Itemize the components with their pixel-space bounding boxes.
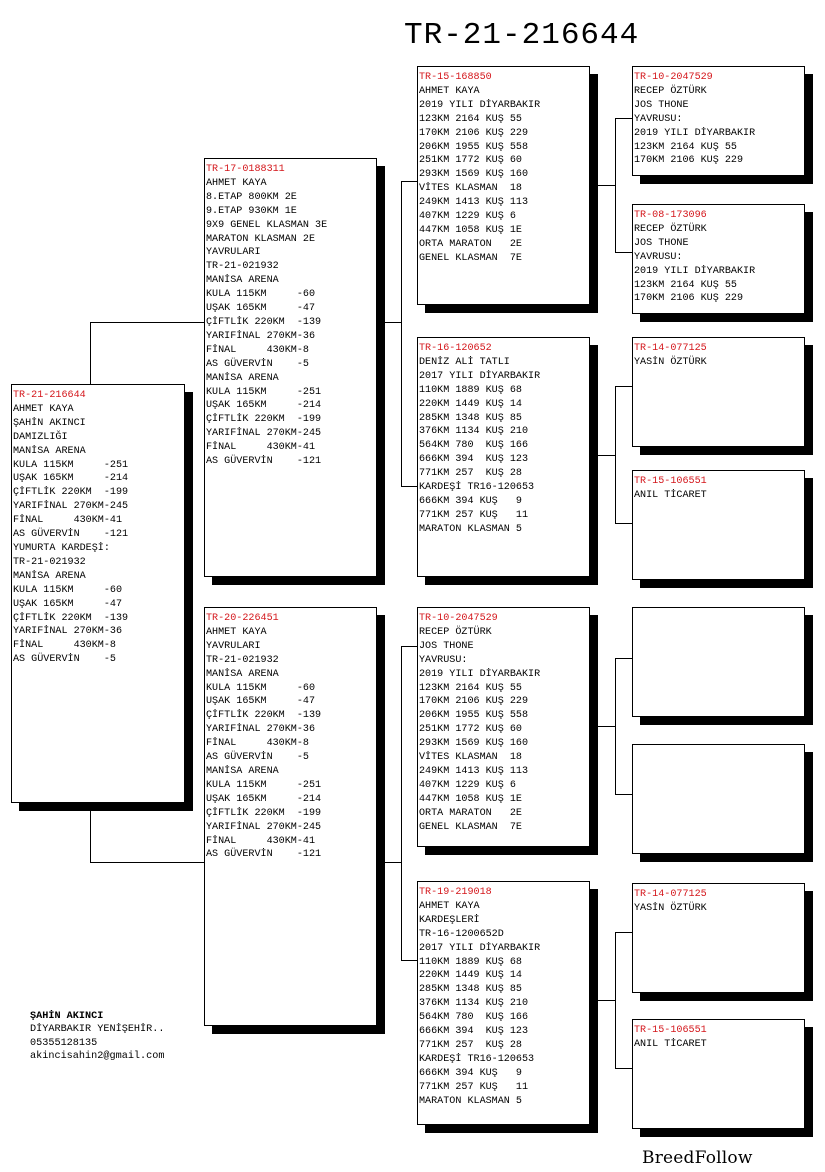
pigeon-details [634,902,804,916]
detail-line: 376KM 1134 KUŞ 210 [419,998,529,1010]
detail-line: 9X9 GENEL KLASMAN 3E [206,219,328,231]
detail-line: FİNAL 430KM-8 [206,738,309,750]
connector-line [401,646,402,961]
detail-line: 9.ETAP 930KM 1E [206,205,297,217]
detail-line: MANİSA ARENA [206,765,279,777]
pigeon-details [419,626,589,835]
pigeon-details [634,356,804,370]
pigeon-card-sire[interactable] [204,158,377,577]
detail-line: 249KM 1413 KUŞ 113 [419,765,529,777]
detail-line: ÇİFTLİK 220KM -199 [206,807,322,819]
connector-line [615,794,632,795]
detail-line: YARIFİNAL 270KM-36 [13,626,123,638]
connector-line [615,932,632,933]
detail-line: AS GÜVERVİN -121 [13,529,129,541]
detail-line: MANİSA ARENA [206,372,279,384]
detail-line: 251KM 1772 KUŞ 60 [419,724,522,736]
detail-line: 285KM 1348 KUŞ 85 [419,412,522,424]
brand-logo: BreedFollow [642,1148,753,1168]
detail-line: YASİN ÖZTÜRK [634,902,707,914]
pigeon-card-dam[interactable] [204,607,377,1026]
detail-line: 771KM 257 KUŞ 28 [419,1039,522,1051]
detail-line: ÇİFTLİK 220KM -139 [13,612,129,624]
detail-line: 2019 YILI DİYARBAKIR [419,668,541,680]
pigeon-details [419,85,589,266]
ring-number: TR-10-2047529 [634,72,713,83]
connector-line [615,1068,632,1069]
pigeon-card-main[interactable] [11,384,185,803]
detail-line: MANİSA ARENA [206,668,279,680]
detail-line: UŞAK 165KM -47 [206,303,316,315]
pigeon-card-sdd[interactable] [632,470,805,580]
detail-line: JOS THONE [634,99,689,111]
detail-line: 407KM 1229 KUŞ 6 [419,779,516,791]
connector-line [401,181,402,487]
ring-number: TR-15-168850 [419,72,492,83]
detail-line: 2017 YILI DİYARBAKIR [419,370,541,382]
detail-line: AHMET KAYA [206,626,267,638]
detail-line: YAVRUSU: [634,113,683,125]
owner-email[interactable]: akincisahin2@gmail.com [30,1051,165,1063]
detail-line: AHMET KAYA [13,403,74,415]
detail-line: 376KM 1134 KUŞ 210 [419,426,529,438]
detail-line: YARIFİNAL 270KM-36 [206,330,316,342]
pigeon-details [206,626,376,862]
connector-line [615,658,616,795]
detail-line: UŞAK 165KM -47 [13,598,123,610]
connector-line [597,185,615,186]
detail-line: TR-21-021932 [206,261,279,273]
detail-line: TR-21-021932 [13,556,86,568]
pigeon-card-dds[interactable] [632,883,805,993]
detail-line: 220KM 1449 KUŞ 14 [419,970,522,982]
pigeon-card-dam-sire[interactable] [417,607,590,847]
detail-line: 2017 YILI DİYARBAKIR [419,942,541,954]
connector-line [615,932,616,1069]
connector-line [90,803,91,863]
detail-line: AS GÜVERVİN -5 [206,752,309,764]
connector-line [615,386,632,387]
ring-number: TR-14-077125 [634,343,707,354]
detail-line: RECEP ÖZTÜRK [634,223,707,235]
detail-line: TR-16-1200652D [419,928,504,940]
detail-line: 110KM 1889 KUŞ 68 [419,956,522,968]
detail-line: UŞAK 165KM -214 [206,793,322,805]
detail-line: KULA 115KM -251 [206,779,322,791]
detail-line: JOS THONE [634,237,689,249]
detail-line: YAVRUSU: [419,654,468,666]
detail-line: 2019 YILI DİYARBAKIR [419,99,541,111]
pigeon-card-dss[interactable] [632,607,805,717]
detail-line: 206KM 1955 KUŞ 558 [419,141,529,153]
detail-line: KULA 115KM -60 [206,682,316,694]
connector-line [615,386,616,524]
detail-line: ORTA MARATON 2E [419,807,522,819]
detail-line: KULA 115KM -60 [13,584,123,596]
connector-line [401,486,417,487]
detail-line: 771KM 257 KUŞ 28 [419,468,522,480]
detail-line: YARIFİNAL 270KM-245 [206,821,322,833]
detail-line: KULA 115KM -251 [206,386,322,398]
detail-line: YASİN ÖZTÜRK [634,356,707,368]
detail-line: YAVRUSU: [634,251,683,263]
ring-number: TR-08-173096 [634,210,707,221]
detail-line: YARIFİNAL 270KM-245 [13,501,129,513]
connector-line [615,658,632,659]
pigeon-details [634,489,804,503]
detail-line: 206KM 1955 KUŞ 558 [419,710,529,722]
detail-line: KULA 115KM -251 [13,459,129,471]
connector-line [90,322,204,323]
connector-line [597,726,615,727]
detail-line: MARATON KLASMAN 5 [419,523,522,535]
detail-line: FİNAL 430KM-8 [13,640,116,652]
pigeon-details [634,85,804,168]
detail-line: RECEP ÖZTÜRK [419,626,492,638]
detail-line: GENEL KLASMAN 7E [419,821,522,833]
detail-line: 666KM 394 KUŞ 9 [419,1067,522,1079]
pigeon-details [634,223,804,306]
pigeon-card-dsd[interactable] [632,744,805,854]
pigeon-card-sds[interactable] [632,337,805,447]
connector-line [384,322,401,323]
detail-line: ANIL TİCARET [634,1038,707,1050]
detail-line: 123KM 2164 KUŞ 55 [419,682,522,694]
detail-line: TR-21-021932 [206,654,279,666]
connector-line [597,1000,615,1001]
connector-line [90,322,91,384]
detail-line: AS GÜVERVİN -121 [206,849,322,861]
detail-line: 771KM 257 KUŞ 11 [419,1081,529,1093]
ring-number: TR-20-226451 [206,613,279,624]
detail-line: 407KM 1229 KUŞ 6 [419,211,516,223]
connector-line [401,181,417,182]
detail-line: MANİSA ARENA [13,570,86,582]
detail-line: MANİSA ARENA [206,275,279,287]
detail-line: 447KM 1058 KUŞ 1E [419,224,522,236]
detail-line: ÇİFTLİK 220KM -199 [206,414,322,426]
detail-line: KARDEŞİ TR16-120653 [419,1053,535,1065]
detail-line: 666KM 394 KUŞ 123 [419,1026,529,1038]
detail-line: 564KM 780 KUŞ 166 [419,440,529,452]
detail-line: FİNAL 430KM-41 [206,835,316,847]
ring-number: TR-16-120652 [419,343,492,354]
detail-line: 123KM 2164 KUŞ 55 [419,113,522,125]
detail-line: 666KM 394 KUŞ 123 [419,454,529,466]
detail-line: 447KM 1058 KUŞ 1E [419,793,522,805]
owner-address: DİYARBAKIR YENİŞEHİR.. [30,1024,165,1036]
detail-line: KULA 115KM -60 [206,289,316,301]
ring-number: TR-21-216644 [13,390,86,401]
detail-line: ÇİFTLİK 220KM -139 [206,316,322,328]
detail-line: 220KM 1449 KUŞ 14 [419,398,522,410]
pigeon-card-sss[interactable] [632,66,805,176]
connector-line [597,455,615,456]
ring-number: TR-15-106551 [634,476,707,487]
detail-line: ŞAHİN AKINCI [13,417,86,429]
detail-line: 249KM 1413 KUŞ 113 [419,197,529,209]
detail-line: FİNAL 430KM-41 [206,442,316,454]
pigeon-details [13,403,184,667]
detail-line: AHMET KAYA [206,177,267,189]
detail-line: ORTA MARATON 2E [419,238,522,250]
detail-line: 170KM 2106 KUŞ 229 [634,293,744,305]
pedigree-title: TR-21-216644 [404,18,640,53]
detail-line: 293KM 1569 KUŞ 160 [419,169,529,181]
connector-line [615,523,632,524]
detail-line: MARATON KLASMAN 5 [419,1095,522,1107]
ring-number: TR-15-106551 [634,1025,707,1036]
detail-line: 251KM 1772 KUŞ 60 [419,155,522,167]
detail-line: UŞAK 165KM -47 [206,696,316,708]
detail-line: AS GÜVERVİN -5 [13,654,116,666]
detail-line: AS GÜVERVİN -121 [206,456,322,468]
detail-line: FİNAL 430KM-8 [206,344,309,356]
connector-line [90,862,204,863]
detail-line: 771KM 257 KUŞ 11 [419,509,529,521]
pigeon-card-ddd[interactable] [632,1019,805,1129]
detail-line: 110KM 1889 KUŞ 68 [419,384,522,396]
detail-line: 285KM 1348 KUŞ 85 [419,984,522,996]
detail-line: RECEP ÖZTÜRK [634,85,707,97]
detail-line: DAMIZLIĞI [13,431,68,443]
detail-line: 123KM 2164 KUŞ 55 [634,141,737,153]
pigeon-details [634,1038,804,1052]
detail-line: 666KM 394 KUŞ 9 [419,495,522,507]
detail-line: YUMURTA KARDEŞİ: [13,542,110,554]
detail-line: 170KM 2106 KUŞ 229 [419,696,529,708]
connector-line [615,118,616,253]
detail-line: AHMET KAYA [419,900,480,912]
ring-number: TR-10-2047529 [419,613,498,624]
detail-line: YARIFİNAL 270KM-245 [206,428,322,440]
pigeon-card-dam-dam[interactable] [417,881,590,1125]
detail-line: KARDEŞİ TR16-120653 [419,482,535,494]
owner-phone: 05355128135 [30,1037,98,1049]
detail-line: UŞAK 165KM -214 [206,400,322,412]
detail-line: JOS THONE [419,640,474,652]
detail-line: YAVRULARI [206,247,261,259]
detail-line: AHMET KAYA [419,85,480,97]
detail-line: YARIFİNAL 270KM-36 [206,724,316,736]
detail-line: 8.ETAP 800KM 2E [206,191,297,203]
detail-line: MARATON KLASMAN 2E [206,233,316,245]
detail-line: VİTES KLASMAN 18 [419,752,522,764]
connector-line [401,960,417,961]
detail-line: 2019 YILI DİYARBAKIR [634,127,756,139]
connector-line [615,252,632,253]
detail-line: 170KM 2106 KUŞ 229 [634,155,744,167]
detail-line: UŞAK 165KM -214 [13,473,129,485]
ring-number: TR-19-219018 [419,887,492,898]
detail-line: DENİZ ALİ TATLI [419,356,510,368]
ring-number: TR-14-077125 [634,889,707,900]
detail-line: YAVRULARI [206,640,261,652]
detail-line: 2019 YILI DİYARBAKIR [634,265,756,277]
pigeon-details [206,177,376,469]
detail-line: 123KM 2164 KUŞ 55 [634,279,737,291]
pigeon-card-ssd[interactable] [632,204,805,314]
pigeon-card-sire-sire[interactable] [417,66,590,305]
detail-line: GENEL KLASMAN 7E [419,252,522,264]
detail-line: MANİSA ARENA [13,445,86,457]
pigeon-details [419,900,589,1109]
connector-line [401,646,417,647]
detail-line: ÇİFTLİK 220KM -139 [206,710,322,722]
connector-line [615,118,632,119]
detail-line: VİTES KLASMAN 18 [419,183,522,195]
detail-line: ÇİFTLİK 220KM -199 [13,487,129,499]
pigeon-details [419,356,589,537]
detail-line: 564KM 780 KUŞ 166 [419,1012,529,1024]
detail-line: FİNAL 430KM-41 [13,515,123,527]
detail-line: AS GÜVERVİN -5 [206,358,309,370]
pigeon-card-sire-dam[interactable] [417,337,590,577]
detail-line: 293KM 1569 KUŞ 160 [419,738,529,750]
detail-line: KARDEŞLERİ [419,914,480,926]
connector-line [384,862,401,863]
owner-name: ŞAHİN AKINCI [30,1011,104,1022]
owner-info [30,1010,165,1064]
ring-number: TR-17-0188311 [206,164,285,175]
detail-line: ANIL TİCARET [634,489,707,501]
detail-line: 170KM 2106 KUŞ 229 [419,127,529,139]
